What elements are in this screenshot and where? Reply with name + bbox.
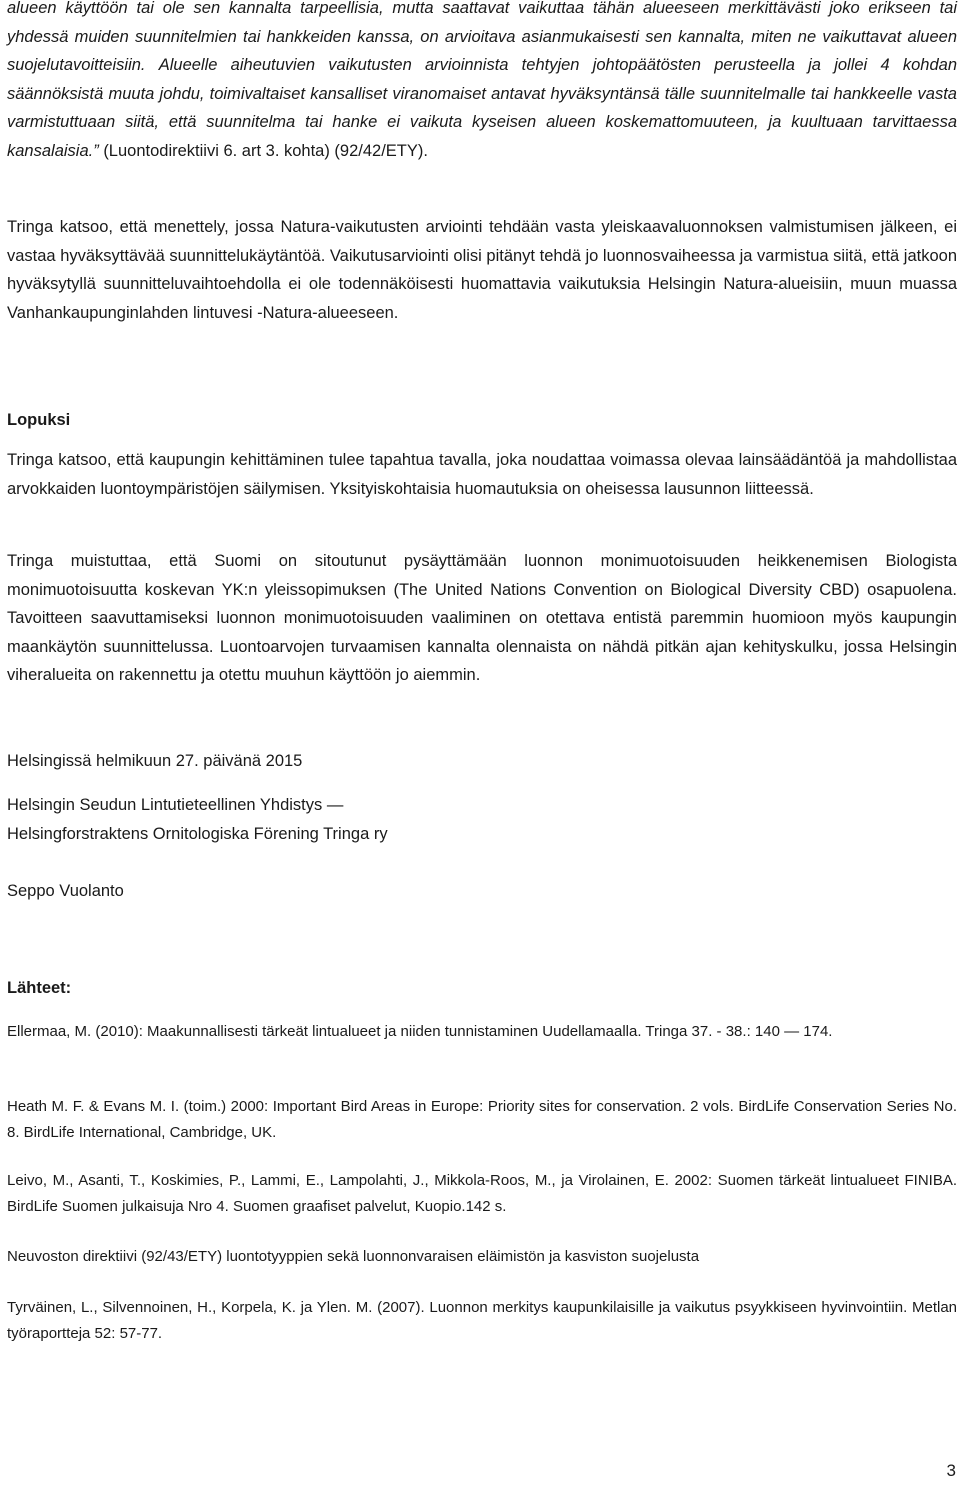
biodiversity-paragraph: Tringa muistuttaa, että Suomi on sitoutunut pysäyttämään luonnon monimuotoisuuden heikkenemisen Biologista monimuotoisuutta koskevan YK:n yleissopimuksen (The United Nations Convention on Biological Diversity CBD) osapuolena. Tavoitteen saavuttamiseksi luonnon monimuotoisuuden vaaliminen on otettava entistä paremmin huomioon myös kaupungin maankäytön suunnittelussa. Luontoarvojen turvaamisen kannalta olennaista on nähdä pitkän ajan kehityskulku, jossa Helsingin viheralueita on rakennettu ja otettu muuhun käyttöön jo aiemmin.: [7, 552, 957, 684]
reference-item: Leivo, M., Asanti, T., Koskimies, P., Lammi, E., Lampolahti, J., Mikkola-Roos, M., ja Virolainen, E. 2002: Suomen tärkeät lintualueet FINIBA. BirdLife Suomen julkaisuja Nro 4. Suomen graafiset palvelut, Kuopio.142 s.: [7, 1172, 957, 1215]
quote-paragraph: [7, 0, 957, 165]
section-heading-sources: Lähteet:: [7, 979, 72, 997]
reference-item: Ellermaa, M. (2010): Maakunnallisesti tärkeät lintualueet ja niiden tunnistaminen Uudellamaalla. Tringa 37. - 38.: 140 — 174.: [7, 1023, 833, 1040]
reference-item: Tyrväinen, L., Silvennoinen, H., Korpela, K. ja Ylen. M. (2007). Luonnon merkitys kaupunkilaisille ja vaikutus psyykkiseen hyvinvointiin. Metlan työraportteja 52: 57-77.: [7, 1299, 957, 1342]
quote-citation: (Luontodirektiivi 6. art 3. kohta) (92/42/ETY).: [103, 141, 428, 160]
quote-text-part-1: alueen käyttöön tai ole sen kannalta tarpeellisia, mutta saattavat vaikuttaa tähän alueeseen merkittävästi joko erikseen tai yhdessä muiden suunnitelmien tai hankkeiden kanssa, on arvioitava asianmukaisesti sen kannalta, miten ne vaikuttavat alueen suojelutavoitteisiin.: [7, 0, 957, 74]
signer-name: Seppo Vuolanto: [7, 882, 124, 900]
date-line: Helsingissä helmikuun 27. päivänä 2015: [7, 752, 303, 770]
organization-name-swedish: Helsingforstraktens Ornitologiska Förening Tringa ry: [7, 825, 388, 843]
reference-item: Neuvoston direktiivi (92/43/ETY) luontotyyppien sekä luonnonvaraisen eläimistön ja kasviston suojelusta: [7, 1248, 700, 1265]
page-number: 3: [946, 1461, 956, 1480]
quote-text-part-2: Alueelle aiheutuvien vaikutusten arvioinnista tehtyjen johtopäätösten perusteella ja jollei 4 kohdan säännöksistä muuta johdu, toimivaltaiset kansalliset viranomaiset antavat hyväksyntänsä tälle suunnitelmalle tai hankkeelle vasta varmistuttuaan siitä, että suunnitelma tai hanke ei vaikuta kyseisen alueen koskemattomuuteen, ja kuultuaan tarvittaessa kansalaisia.”: [7, 56, 957, 160]
organization-name: Helsingin Seudun Lintutieteellinen Yhdistys —: [7, 796, 344, 814]
section-heading-lopuksi: Lopuksi: [7, 411, 71, 429]
reference-item: Heath M. F. & Evans M. I. (toim.) 2000: Important Bird Areas in Europe: Priority sites for conservation. 2 vols. BirdLife Conservation Series No. 8. BirdLife International, Cambridge, UK.: [7, 1098, 957, 1141]
conclusion-paragraph: Tringa katsoo, että kaupungin kehittäminen tulee tapahtua tavalla, joka noudattaa voimassa olevaa lainsäädäntöä ja mahdollistaa arvokkaiden luontoympäristöjen säilymisen. Yksityiskohtaisia huomautuksia on oheisessa lausunnon liitteessä.: [7, 451, 957, 498]
natura-assessment-paragraph: Tringa katsoo, että menettely, jossa Natura-vaikutusten arviointi tehdään vasta yleiskaavaluonnoksen valmistumisen jälkeen, ei vastaa hyväksyttävää suunnittelukäytäntöä. Vaikutusarviointi olisi pitänyt tehdä jo luonnosvaiheessa ja varmistua siitä, että jatkoon hyväksytyllä suunnitteluvaihtoehdolla ei ole todennäköisesti huomattavia vaikutuksia Helsingin Natura-alueisiin, muun muassa Vanhankaupunginlahden lintuvesi -Natura-alueeseen.: [7, 218, 957, 322]
